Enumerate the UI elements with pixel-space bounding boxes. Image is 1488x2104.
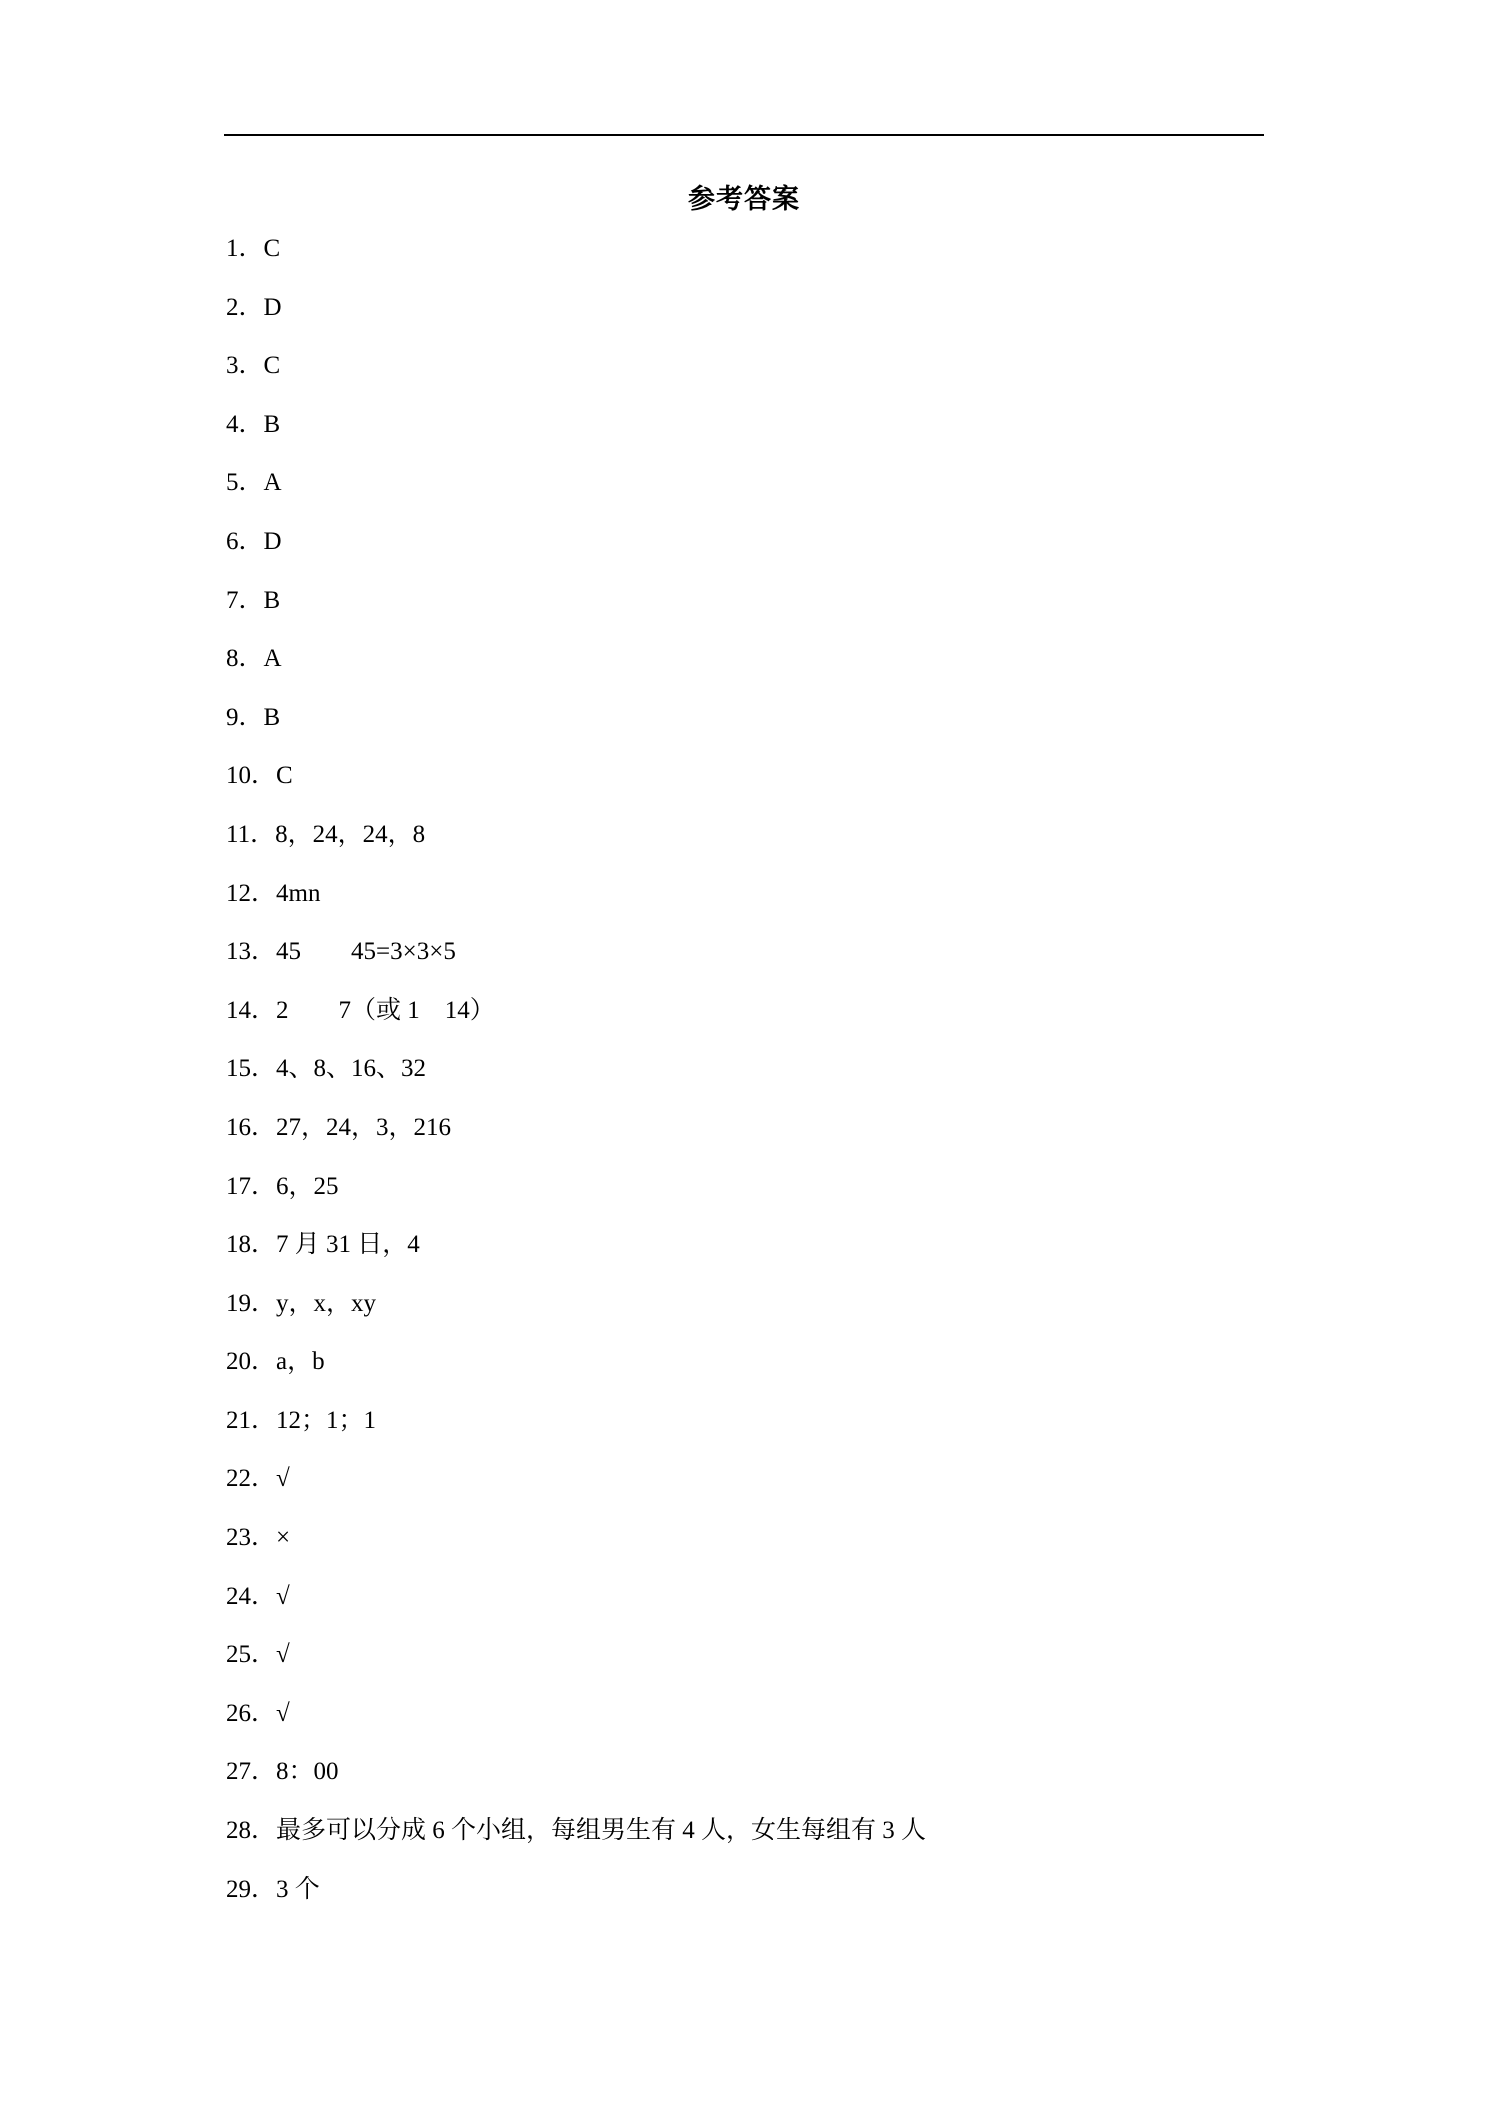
answer-text: √	[276, 1582, 290, 1610]
answer-item	[226, 1342, 926, 1401]
answer-item	[226, 1577, 926, 1636]
answer-text: 7 月 31 日，4	[276, 1231, 420, 1259]
answer-text: ×	[276, 1524, 291, 1552]
answer-item	[226, 874, 926, 933]
answer-item	[226, 1167, 926, 1226]
answer-item	[226, 581, 926, 640]
answer-number: 24．	[226, 1582, 277, 1610]
answer-number: 11．	[226, 820, 276, 848]
answer-number: 13．	[226, 938, 277, 966]
answer-number: 4．	[226, 410, 264, 438]
answer-text: √	[276, 1699, 290, 1727]
answer-text: 最多可以分成 6 个小组，每组男生有 4 人，女生每组有 3 人	[276, 1817, 927, 1845]
answer-number: 1．	[226, 235, 264, 262]
answer-text: B	[263, 586, 281, 614]
answer-text: a，b	[276, 1348, 325, 1376]
answer-number: 21．	[226, 1406, 277, 1434]
answer-number: 9．	[226, 703, 264, 731]
answer-item	[226, 1635, 926, 1694]
answer-list	[226, 229, 926, 1928]
answer-number: 25．	[226, 1641, 277, 1669]
answer-text: A	[263, 645, 282, 673]
answer-item	[226, 346, 926, 405]
answer-text: D	[263, 527, 282, 555]
answer-text: B	[263, 703, 281, 731]
answer-text: 27，24，3，216	[276, 1113, 452, 1141]
answer-item	[226, 1752, 926, 1811]
answer-text: C	[263, 235, 281, 262]
answer-item	[226, 1459, 926, 1518]
answer-item	[226, 1870, 926, 1929]
answer-text: A	[263, 469, 282, 497]
answer-number: 18．	[226, 1231, 277, 1259]
answer-number: 17．	[226, 1172, 277, 1200]
answer-number: 22．	[226, 1465, 277, 1493]
answer-number: 16．	[226, 1113, 277, 1141]
answer-text: 6，25	[276, 1172, 339, 1200]
answer-number: 14．	[226, 996, 277, 1024]
answer-number: 19．	[226, 1289, 277, 1317]
answer-text: 8：00	[276, 1758, 339, 1786]
answer-number: 26．	[226, 1699, 277, 1727]
answer-number: 20．	[226, 1348, 277, 1376]
answer-item	[226, 405, 926, 464]
answer-text: 4、8、16、32	[276, 1055, 427, 1083]
answer-number: 15．	[226, 1055, 277, 1083]
answer-number: 2．	[226, 293, 264, 321]
answer-number: 8．	[226, 645, 264, 673]
answer-item	[226, 1811, 926, 1870]
answer-item	[226, 229, 926, 288]
answer-item	[226, 815, 926, 874]
answer-number: 12．	[226, 879, 277, 907]
answer-item	[226, 1694, 926, 1753]
answer-item	[226, 698, 926, 757]
answer-item	[226, 1108, 926, 1167]
answer-number: 5．	[226, 469, 264, 497]
answer-number: 27．	[226, 1758, 277, 1786]
answer-text: √	[276, 1641, 290, 1669]
answer-item	[226, 932, 926, 991]
answer-number: 29．	[226, 1875, 277, 1903]
answer-item	[226, 1049, 926, 1108]
answer-number: 7．	[226, 586, 264, 614]
answer-text: 4mn	[276, 879, 321, 907]
answer-text: 45 45=3×3×5	[276, 938, 456, 966]
answer-number: 23．	[226, 1524, 277, 1552]
answer-item	[226, 522, 926, 581]
answer-text: C	[276, 762, 293, 790]
answer-item	[226, 288, 926, 347]
header-rule	[224, 134, 1264, 136]
page-title: 参考答案	[688, 184, 800, 215]
answer-item	[226, 1284, 926, 1343]
answer-number: 6．	[226, 527, 264, 555]
answer-item	[226, 463, 926, 522]
answer-text: 12；1；1	[276, 1406, 377, 1434]
answer-text: 8，24，24，8	[275, 820, 426, 848]
answer-text: B	[263, 410, 281, 438]
answer-item	[226, 1518, 926, 1577]
answer-item	[226, 1225, 926, 1284]
answer-number: 28．	[226, 1817, 277, 1845]
answer-text: y，x，xy	[276, 1289, 377, 1317]
answer-item	[226, 756, 926, 815]
answer-text: 3 个	[276, 1875, 320, 1903]
answer-text: C	[263, 352, 281, 380]
answer-item	[226, 991, 926, 1050]
answer-text: D	[263, 293, 282, 321]
answer-number: 10．	[226, 762, 277, 790]
answer-item	[226, 1401, 926, 1460]
answer-item	[226, 639, 926, 698]
answer-text: √	[276, 1465, 290, 1493]
answer-number: 3．	[226, 352, 264, 380]
answer-text: 2 7（或 1 14）	[276, 996, 495, 1024]
